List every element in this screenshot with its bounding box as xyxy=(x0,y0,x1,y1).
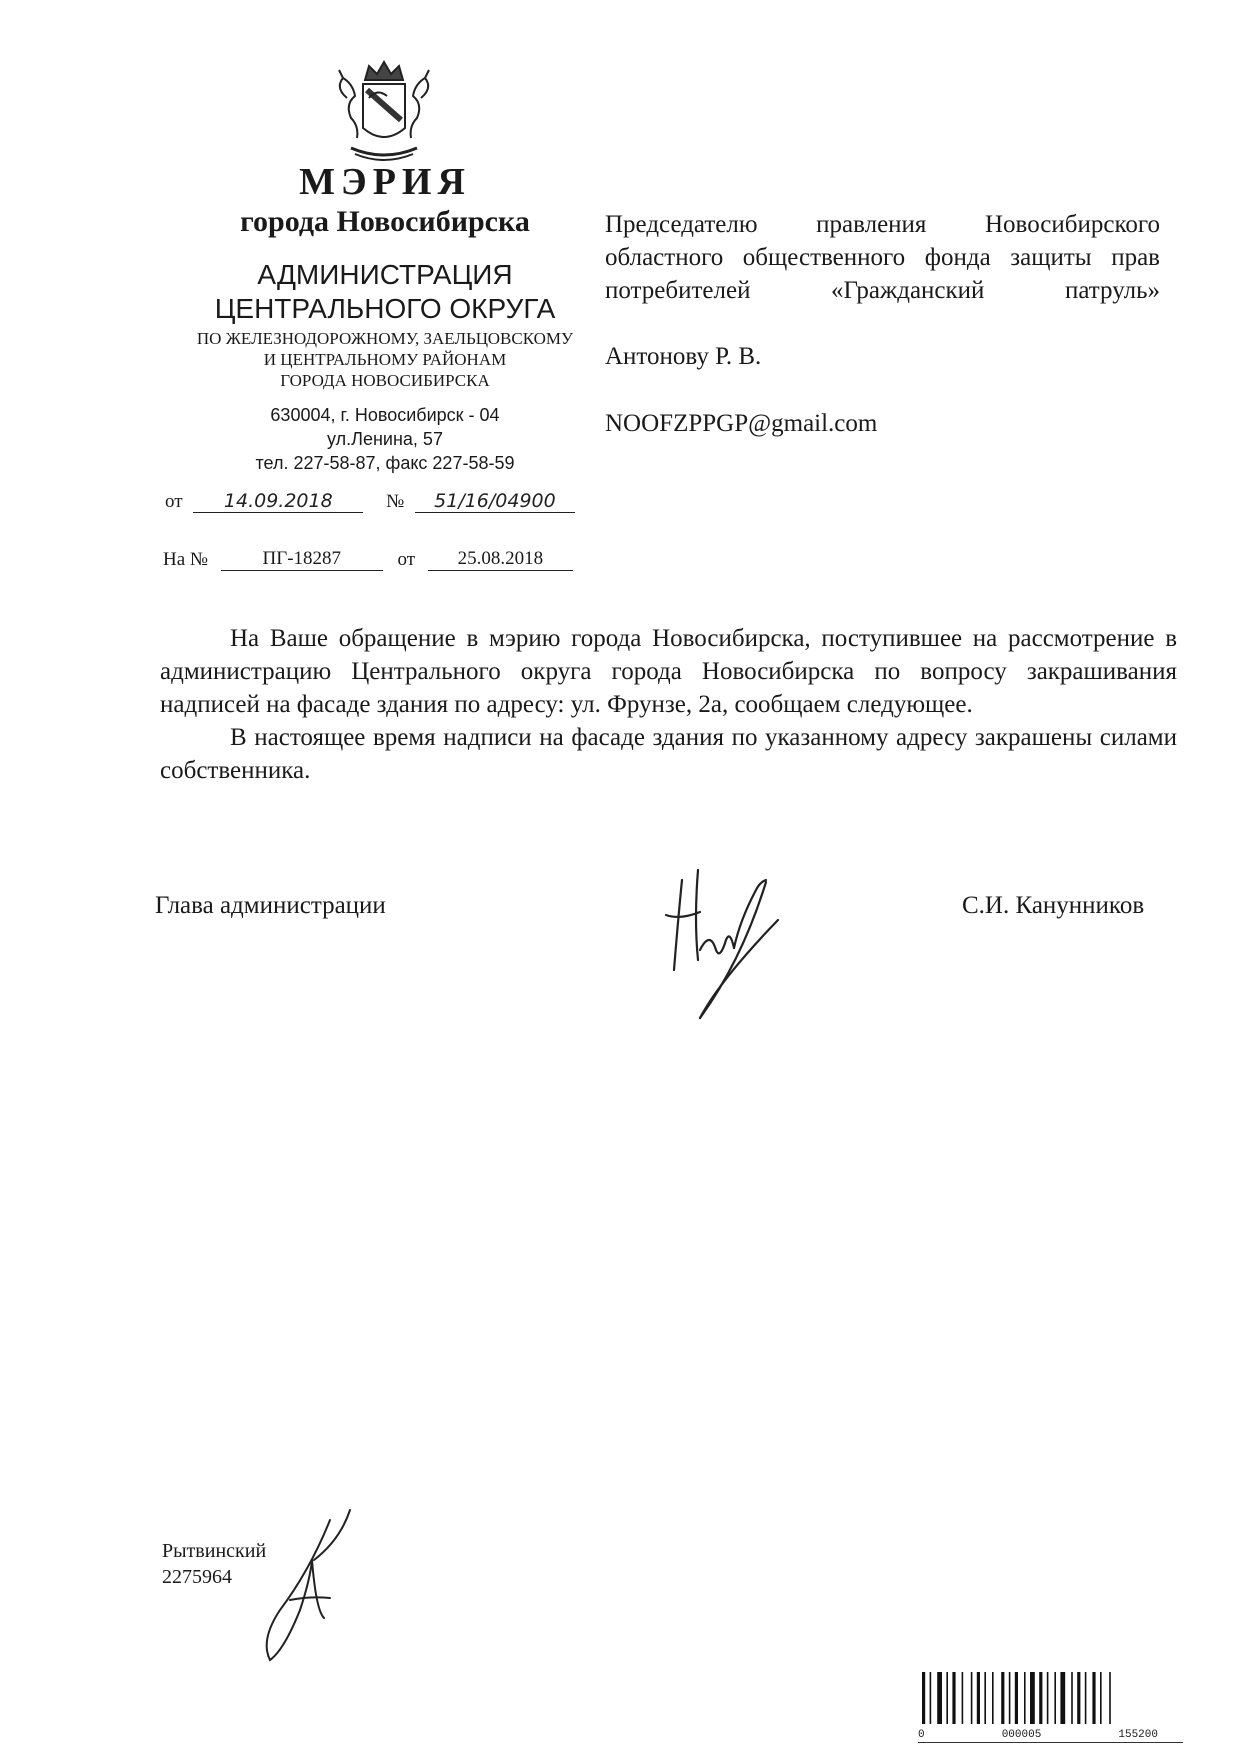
districts-line-1: ПО ЖЕЛЕЗНОДОРОЖНОМУ, ЗАЕЛЬЦОВСКОМУ xyxy=(196,329,574,348)
reply-number: ПГ-18287 xyxy=(221,548,383,571)
mayor-office-title: МЭРИЯ xyxy=(299,161,471,203)
document-barcode xyxy=(918,1672,1158,1741)
admin-line-2: ЦЕНТРАЛЬНОГО ОКРУГА xyxy=(214,293,556,324)
barcode-right-digits: 155200 xyxy=(1118,1729,1158,1741)
barcode-bar xyxy=(977,1672,980,1724)
barcode-bar xyxy=(1030,1672,1035,1724)
barcode-bar xyxy=(1009,1672,1011,1724)
barcode-middle-digits: 000005 xyxy=(1001,1729,1042,1741)
barcode-bar xyxy=(1024,1672,1026,1724)
outgoing-number: 51/16/04900 xyxy=(415,490,575,513)
barcode-bar xyxy=(1047,1672,1049,1724)
barcode-bar xyxy=(962,1672,964,1724)
reply-label: На № xyxy=(163,549,209,570)
barcode-bars xyxy=(918,1672,1158,1724)
from-label: от xyxy=(165,491,183,512)
postal-address: 630004, г. Новосибирск - 04 xyxy=(270,405,500,425)
admin-line-1: АДМИНИСТРАЦИЯ xyxy=(257,259,513,290)
signatory-name: С.И. Канунников xyxy=(962,892,1145,919)
handwritten-signature xyxy=(660,860,810,1030)
barcode-bar xyxy=(1039,1672,1042,1724)
barcode-bar xyxy=(930,1672,932,1724)
reply-date: 25.08.2018 xyxy=(428,548,573,571)
barcode-bar xyxy=(1077,1672,1080,1724)
executor-phone: 2275964 xyxy=(162,1566,232,1588)
barcode-bar xyxy=(937,1672,942,1724)
districts-line-3: ГОРОДА НОВОСИБИРСКА xyxy=(280,371,490,390)
barcode-bar xyxy=(992,1672,994,1724)
body-paragraph-1: На Ваше обращение в мэрию города Новосибирска, поступившее на рассмотрение в администрацию Центрального округа города Новосибирска по вопросу закрашивания надписей на фасаде здания по адресу: ул. Фрунзе, 2а, сообщаем следующее. xyxy=(160,625,1177,718)
novosibirsk-coat-of-arms-icon xyxy=(325,58,443,166)
barcode-bar xyxy=(1109,1672,1111,1724)
barcode-left-digit: 0 xyxy=(918,1729,925,1741)
districts-line-2: И ЦЕНТРАЛЬНОМУ РАЙОНАМ xyxy=(263,350,507,369)
body-paragraph-2: В настоящее время надписи на фасаде здания по указанному адресу закрашены силами собственника. xyxy=(160,724,1177,784)
signatory-title: Глава администрации xyxy=(155,892,386,919)
recipient-name: Антонову Р. В. xyxy=(605,343,762,370)
recipient-email: NOOFZPPGP@gmail.com xyxy=(605,410,878,437)
phone-fax: тел. 227-58-87, факс 227-58-59 xyxy=(255,453,515,473)
districts-block xyxy=(155,328,615,391)
barcode-bar xyxy=(922,1672,925,1724)
bottom-rule xyxy=(918,1742,1183,1743)
recipient-position: Председателю правления Новосибирского областного общественного фонда защиты прав потребителей «Гражданский патруль» xyxy=(605,211,1160,304)
executor-initials xyxy=(250,1500,360,1670)
coat-of-arms xyxy=(325,58,443,166)
barcode-bar xyxy=(1071,1672,1073,1724)
barcode-bar xyxy=(1054,1672,1056,1724)
reply-from-label: от xyxy=(397,549,416,570)
outgoing-date: 14.09.2018 xyxy=(193,490,363,513)
executor-name: Рытвинский xyxy=(162,1540,267,1562)
barcode-bar xyxy=(1015,1672,1018,1724)
city-title: города Новосибирска xyxy=(240,205,530,238)
barcode-bar xyxy=(1085,1672,1087,1724)
letter-body xyxy=(160,622,1177,787)
barcode-bar xyxy=(1001,1672,1004,1724)
number-label: № xyxy=(386,491,405,512)
barcode-bar xyxy=(946,1672,948,1724)
barcode-bar xyxy=(952,1672,955,1724)
barcode-bar xyxy=(1060,1672,1065,1724)
reply-registration xyxy=(163,548,573,571)
street-address: ул.Ленина, 57 xyxy=(327,429,443,449)
barcode-bar xyxy=(1100,1672,1102,1724)
admin-title xyxy=(155,258,615,326)
barcode-bar xyxy=(1092,1672,1095,1724)
outgoing-registration xyxy=(165,490,575,513)
barcode-bar xyxy=(984,1672,986,1724)
address-block xyxy=(155,403,615,475)
barcode-bar xyxy=(971,1672,973,1724)
